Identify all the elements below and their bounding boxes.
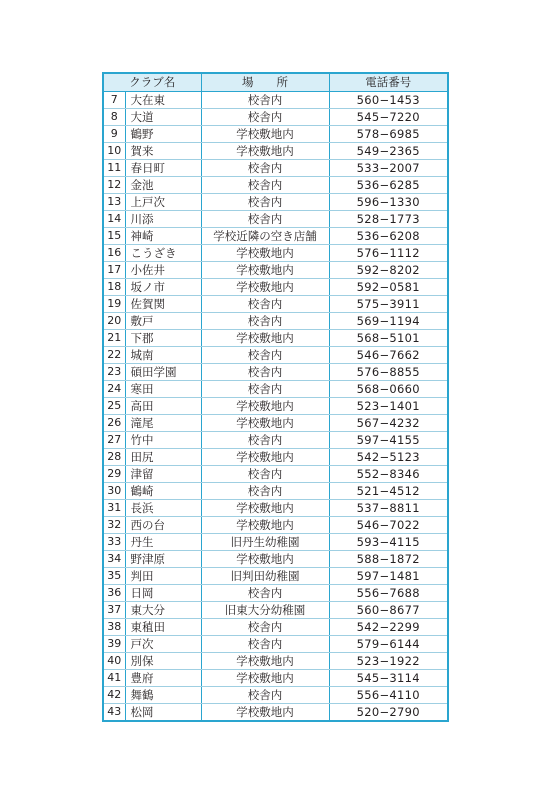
- club-name-cell: 丹生: [125, 534, 201, 551]
- phone-cell: 552−8346: [329, 466, 448, 483]
- location-cell: 学校敷地内: [201, 262, 329, 279]
- phone-cell: 588−1872: [329, 551, 448, 568]
- location-cell: 学校敷地内: [201, 500, 329, 517]
- location-cell: 校舎内: [201, 483, 329, 500]
- club-name-cell: 金池: [125, 177, 201, 194]
- phone-cell: 567−4232: [329, 415, 448, 432]
- location-cell: 学校敷地内: [201, 143, 329, 160]
- row-number: 15: [103, 228, 125, 245]
- phone-cell: 549−2365: [329, 143, 448, 160]
- location-cell: 校舎内: [201, 160, 329, 177]
- club-name-cell: 舞鶴: [125, 687, 201, 704]
- phone-cell: 528−1773: [329, 211, 448, 228]
- phone-cell: 560−1453: [329, 92, 448, 109]
- location-cell: 校舎内: [201, 466, 329, 483]
- header-location: 場 所: [201, 73, 329, 92]
- phone-cell: 576−1112: [329, 245, 448, 262]
- phone-cell: 533−2007: [329, 160, 448, 177]
- location-cell: 学校近隣の空き店舗: [201, 228, 329, 245]
- club-name-cell: 大道: [125, 109, 201, 126]
- row-number: 14: [103, 211, 125, 228]
- table-row: [103, 415, 448, 432]
- row-number: 25: [103, 398, 125, 415]
- club-name-cell: 別保: [125, 653, 201, 670]
- phone-cell: 546−7022: [329, 517, 448, 534]
- table-row: [103, 228, 448, 245]
- table-row: [103, 449, 448, 466]
- table-row: [103, 619, 448, 636]
- location-cell: 学校敷地内: [201, 415, 329, 432]
- row-number: 39: [103, 636, 125, 653]
- table-row: [103, 330, 448, 347]
- table-row: [103, 534, 448, 551]
- table-row: [103, 279, 448, 296]
- row-number: 43: [103, 704, 125, 722]
- phone-cell: 545−7220: [329, 109, 448, 126]
- location-cell: 学校敷地内: [201, 670, 329, 687]
- row-number: 40: [103, 653, 125, 670]
- row-number: 24: [103, 381, 125, 398]
- row-number: 36: [103, 585, 125, 602]
- table-row: [103, 211, 448, 228]
- location-cell: 校舎内: [201, 347, 329, 364]
- row-number: 29: [103, 466, 125, 483]
- club-name-cell: 春日町: [125, 160, 201, 177]
- row-number: 41: [103, 670, 125, 687]
- phone-cell: 592−0581: [329, 279, 448, 296]
- table-row: [103, 585, 448, 602]
- club-name-cell: 賀来: [125, 143, 201, 160]
- table-row: [103, 602, 448, 619]
- row-number: 19: [103, 296, 125, 313]
- row-number: 10: [103, 143, 125, 160]
- row-number: 27: [103, 432, 125, 449]
- club-name-cell: 城南: [125, 347, 201, 364]
- club-name-cell: 小佐井: [125, 262, 201, 279]
- table-row: [103, 143, 448, 160]
- club-name-cell: 寒田: [125, 381, 201, 398]
- club-name-cell: 下郡: [125, 330, 201, 347]
- row-number: 28: [103, 449, 125, 466]
- club-name-cell: 高田: [125, 398, 201, 415]
- phone-cell: 521−4512: [329, 483, 448, 500]
- location-cell: 校舎内: [201, 313, 329, 330]
- header-club-name: クラブ名: [103, 73, 201, 92]
- location-cell: 学校敷地内: [201, 330, 329, 347]
- club-name-cell: 判田: [125, 568, 201, 585]
- row-number: 18: [103, 279, 125, 296]
- club-name-cell: 大在東: [125, 92, 201, 109]
- club-name-cell: 豊府: [125, 670, 201, 687]
- club-name-cell: 鶴崎: [125, 483, 201, 500]
- club-name-cell: 野津原: [125, 551, 201, 568]
- club-name-cell: 鶴野: [125, 126, 201, 143]
- location-cell: 校舎内: [201, 619, 329, 636]
- phone-cell: 542−2299: [329, 619, 448, 636]
- club-name-cell: 津留: [125, 466, 201, 483]
- location-cell: 校舎内: [201, 92, 329, 109]
- location-cell: 学校敷地内: [201, 279, 329, 296]
- row-number: 11: [103, 160, 125, 177]
- table-row: [103, 109, 448, 126]
- club-name-cell: 田尻: [125, 449, 201, 466]
- row-number: 17: [103, 262, 125, 279]
- phone-cell: 537−8811: [329, 500, 448, 517]
- location-cell: 校舎内: [201, 687, 329, 704]
- phone-cell: 523−1922: [329, 653, 448, 670]
- row-number: 22: [103, 347, 125, 364]
- club-name-cell: 東稙田: [125, 619, 201, 636]
- row-number: 12: [103, 177, 125, 194]
- phone-cell: 536−6208: [329, 228, 448, 245]
- table-row: [103, 398, 448, 415]
- row-number: 13: [103, 194, 125, 211]
- table-row: [103, 364, 448, 381]
- phone-cell: 576−8855: [329, 364, 448, 381]
- club-name-cell: 碩田学園: [125, 364, 201, 381]
- table-row: [103, 432, 448, 449]
- row-number: 9: [103, 126, 125, 143]
- phone-cell: 546−7662: [329, 347, 448, 364]
- phone-cell: 536−6285: [329, 177, 448, 194]
- table-row: [103, 160, 448, 177]
- location-cell: 学校敷地内: [201, 551, 329, 568]
- phone-cell: 568−5101: [329, 330, 448, 347]
- table-row: [103, 313, 448, 330]
- table-row: [103, 517, 448, 534]
- location-cell: 学校敷地内: [201, 704, 329, 722]
- phone-cell: 568−0660: [329, 381, 448, 398]
- row-number: 33: [103, 534, 125, 551]
- phone-cell: 592−8202: [329, 262, 448, 279]
- location-cell: 校舎内: [201, 381, 329, 398]
- table-row: [103, 381, 448, 398]
- table-row: [103, 296, 448, 313]
- table-row: [103, 177, 448, 194]
- club-name-cell: 神崎: [125, 228, 201, 245]
- row-number: 34: [103, 551, 125, 568]
- phone-cell: 569−1194: [329, 313, 448, 330]
- row-number: 23: [103, 364, 125, 381]
- phone-cell: 596−1330: [329, 194, 448, 211]
- phone-cell: 556−7688: [329, 585, 448, 602]
- location-cell: 学校敷地内: [201, 517, 329, 534]
- phone-cell: 556−4110: [329, 687, 448, 704]
- club-name-cell: 戸次: [125, 636, 201, 653]
- table-row: [103, 245, 448, 262]
- table-row: [103, 687, 448, 704]
- table-row: [103, 568, 448, 585]
- row-number: 21: [103, 330, 125, 347]
- table-row: [103, 347, 448, 364]
- phone-cell: 579−6144: [329, 636, 448, 653]
- club-name-cell: 坂ノ市: [125, 279, 201, 296]
- location-cell: 校舎内: [201, 364, 329, 381]
- row-number: 38: [103, 619, 125, 636]
- table-row: [103, 551, 448, 568]
- row-number: 20: [103, 313, 125, 330]
- phone-cell: 597−1481: [329, 568, 448, 585]
- club-name-cell: 松岡: [125, 704, 201, 722]
- row-number: 32: [103, 517, 125, 534]
- club-name-cell: 川添: [125, 211, 201, 228]
- row-number: 30: [103, 483, 125, 500]
- club-name-cell: 東大分: [125, 602, 201, 619]
- location-cell: 学校敷地内: [201, 449, 329, 466]
- table-row: [103, 500, 448, 517]
- club-name-cell: 西の台: [125, 517, 201, 534]
- location-cell: 旧丹生幼稚園: [201, 534, 329, 551]
- row-number: 42: [103, 687, 125, 704]
- table-body: [103, 92, 448, 722]
- phone-cell: 575−3911: [329, 296, 448, 313]
- phone-cell: 520−2790: [356, 705, 420, 719]
- table-row: [103, 704, 448, 722]
- table-row: [103, 92, 448, 109]
- club-name-cell: 敷戸: [125, 313, 201, 330]
- location-cell: 学校敷地内: [201, 245, 329, 262]
- table-row: [103, 483, 448, 500]
- phone-cell: 523−1401: [329, 398, 448, 415]
- location-cell: 校舎内: [201, 585, 329, 602]
- location-cell: 校舎内: [201, 296, 329, 313]
- location-cell: 校舎内: [201, 109, 329, 126]
- phone-cell: 560−8677: [329, 602, 448, 619]
- header-row: [103, 73, 448, 92]
- location-cell: 旧東大分幼稚園: [201, 602, 329, 619]
- location-cell: 校舎内: [201, 211, 329, 228]
- table-row: [103, 262, 448, 279]
- table-row: [103, 466, 448, 483]
- club-name-cell: 日岡: [125, 585, 201, 602]
- club-table-container: [102, 72, 447, 722]
- table-row: [103, 670, 448, 687]
- row-number: 37: [103, 602, 125, 619]
- table-row: [103, 636, 448, 653]
- club-name-cell: 長浜: [125, 500, 201, 517]
- club-name-cell: 滝尾: [125, 415, 201, 432]
- row-number: 7: [103, 92, 125, 109]
- club-name-cell: こうざき: [125, 245, 201, 262]
- location-cell: 校舎内: [201, 432, 329, 449]
- phone-cell: 542−5123: [329, 449, 448, 466]
- club-name-cell: 上戸次: [125, 194, 201, 211]
- row-number: 31: [103, 500, 125, 517]
- location-cell: 学校敷地内: [201, 126, 329, 143]
- header-phone: 電話番号: [329, 73, 448, 92]
- location-cell: 校舎内: [201, 636, 329, 653]
- phone-cell: 578−6985: [329, 126, 448, 143]
- club-table: [102, 72, 449, 722]
- row-number: 26: [103, 415, 125, 432]
- location-cell: 学校敷地内: [201, 398, 329, 415]
- table-row: [103, 194, 448, 211]
- phone-cell: 593−4115: [329, 534, 448, 551]
- row-number: 16: [103, 245, 125, 262]
- club-name-cell: 佐賀関: [125, 296, 201, 313]
- table-row: [103, 653, 448, 670]
- phone-cell: 545−3114: [329, 670, 448, 687]
- location-cell: 校舎内: [201, 177, 329, 194]
- row-number: 35: [103, 568, 125, 585]
- location-cell: 校舎内: [201, 194, 329, 211]
- row-number: 8: [103, 109, 125, 126]
- phone-cell: 597−4155: [329, 432, 448, 449]
- location-cell: 学校敷地内: [201, 653, 329, 670]
- table-row: [103, 126, 448, 143]
- club-name-cell: 竹中: [125, 432, 201, 449]
- location-cell: 旧判田幼稚園: [201, 568, 329, 585]
